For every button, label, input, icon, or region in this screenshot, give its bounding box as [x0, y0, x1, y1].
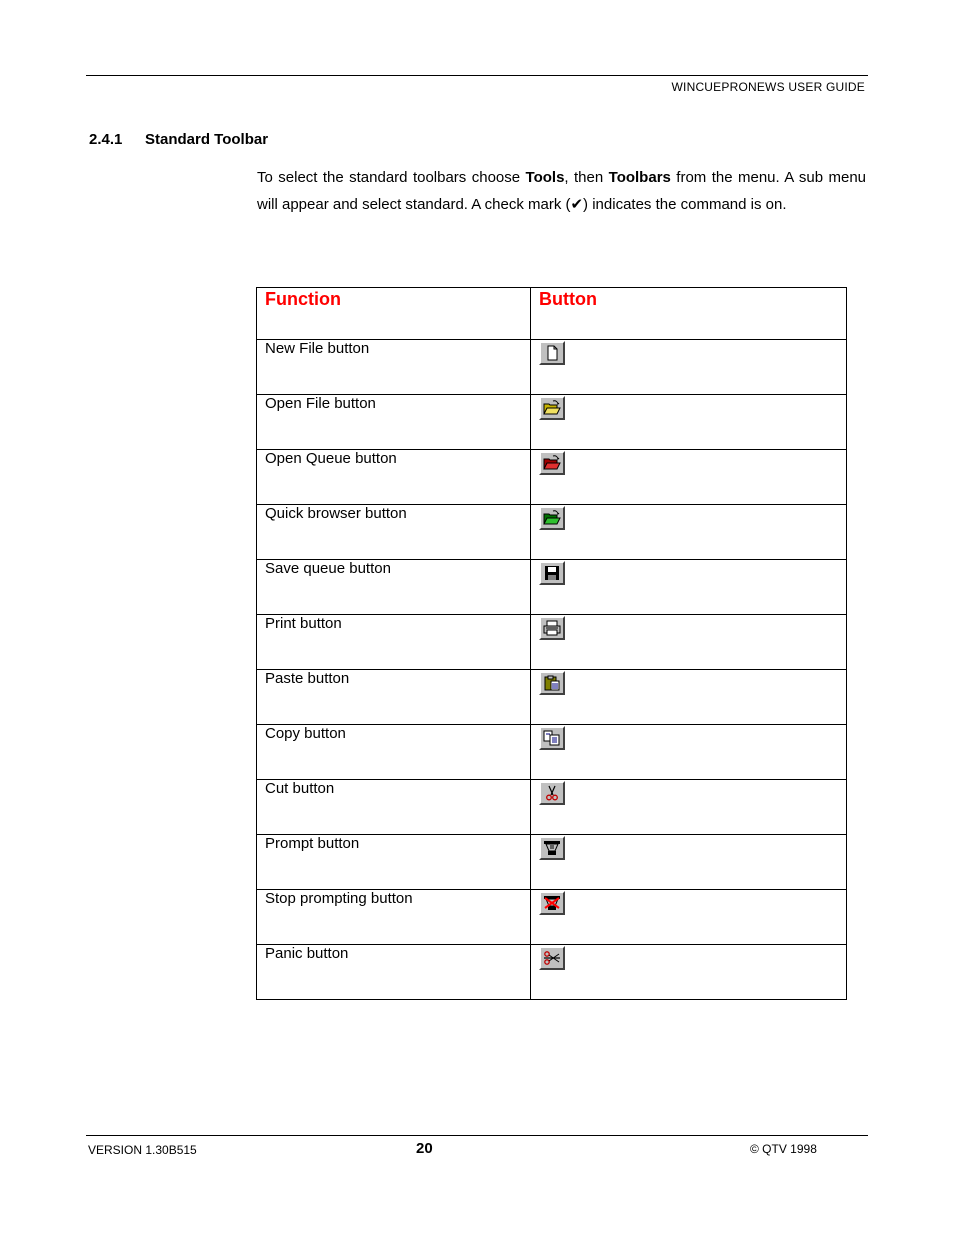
new-file-icon: [539, 341, 565, 365]
function-label: Panic button: [265, 945, 349, 962]
toolbar-function-table: [256, 287, 847, 1000]
button-cell: [531, 505, 847, 560]
button-cell: [531, 450, 847, 505]
table-row: [257, 890, 847, 945]
stop-prompting-icon: [539, 891, 565, 915]
section-number: 2.4.1: [89, 131, 123, 148]
button-column-header: [531, 288, 847, 340]
function-cell: [257, 560, 531, 615]
button-cell: [531, 615, 847, 670]
function-cell: [257, 450, 531, 505]
function-cell: [257, 670, 531, 725]
button-cell: [531, 340, 847, 395]
button-header-label: Button: [539, 289, 597, 309]
copy-icon: [539, 726, 565, 750]
section-title: Standard Toolbar: [145, 131, 269, 148]
table-row: [257, 395, 847, 450]
table-row: [257, 450, 847, 505]
intro-bold-tools: Tools: [525, 169, 565, 186]
intro-text: , then: [564, 169, 609, 186]
table-row: [257, 780, 847, 835]
button-cell: [531, 670, 847, 725]
footer-rule: [86, 1135, 868, 1136]
function-label: Paste button: [265, 670, 350, 687]
function-label: Copy button: [265, 725, 346, 742]
button-cell: [531, 560, 847, 615]
section-heading: [89, 131, 268, 148]
table-row: [257, 560, 847, 615]
function-cell: [257, 890, 531, 945]
intro-paragraph: [257, 164, 866, 218]
button-cell: [531, 890, 847, 945]
table-row: [257, 945, 847, 1000]
intro-text: To select the standard toolbars choose: [257, 169, 526, 186]
open-queue-icon: [539, 451, 565, 475]
function-label: Save queue button: [265, 560, 391, 577]
table-header-row: [257, 288, 847, 340]
button-cell: [531, 835, 847, 890]
copyright-label: © QTV 1998: [750, 1142, 817, 1156]
button-cell: [531, 780, 847, 835]
page-number: 20: [416, 1140, 433, 1157]
function-label: Print button: [265, 615, 342, 632]
table-row: [257, 615, 847, 670]
function-header-label: Function: [265, 289, 341, 309]
table-row: [257, 505, 847, 560]
function-label: New File button: [265, 340, 370, 357]
function-label: Cut button: [265, 780, 335, 797]
function-label: Open File button: [265, 395, 376, 412]
function-cell: [257, 395, 531, 450]
function-label: Stop prompting button: [265, 890, 413, 907]
intro-text: from the menu. A sub menu will appear and select standard. A check mark (✔) indicates the command is on.: [257, 169, 867, 213]
button-cell: [531, 725, 847, 780]
prompt-icon: [539, 836, 565, 860]
function-cell: [257, 835, 531, 890]
function-cell: [257, 505, 531, 560]
table-row: [257, 725, 847, 780]
function-column-header: [257, 288, 531, 340]
table-row: [257, 340, 847, 395]
paste-icon: [539, 671, 565, 695]
function-cell: [257, 615, 531, 670]
open-file-icon: [539, 396, 565, 420]
table-row: [257, 835, 847, 890]
version-label: VERSION 1.30B515: [88, 1143, 197, 1157]
print-icon: [539, 616, 565, 640]
button-cell: [531, 395, 847, 450]
panic-icon: [539, 946, 565, 970]
function-cell: [257, 780, 531, 835]
quick-browser-icon: [539, 506, 565, 530]
save-queue-icon: [539, 561, 565, 585]
button-cell: [531, 945, 847, 1000]
function-label: Prompt button: [265, 835, 360, 852]
function-cell: [257, 340, 531, 395]
intro-bold-toolbars: Toolbars: [608, 169, 671, 186]
cut-icon: [539, 781, 565, 805]
header-rule: [86, 75, 868, 76]
function-cell: [257, 725, 531, 780]
function-cell: [257, 945, 531, 1000]
function-label: Quick browser button: [265, 505, 407, 522]
table-row: [257, 670, 847, 725]
guide-title: WINCUEPRONEWS USER GUIDE: [671, 80, 865, 94]
function-label: Open Queue button: [265, 450, 397, 467]
